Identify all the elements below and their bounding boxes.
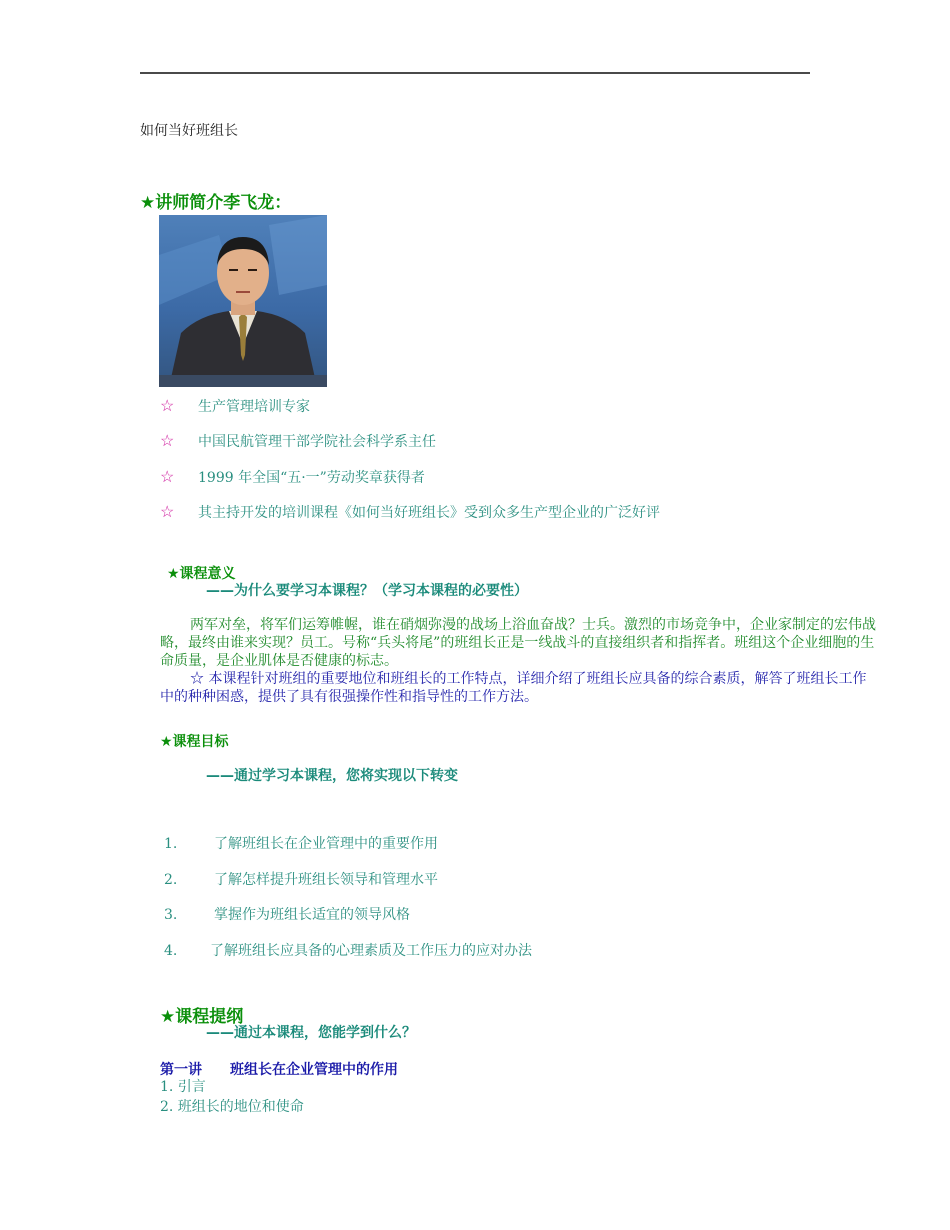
goal-item-2: 2. 了解怎样提升班组长领导和管理水平 [164, 872, 438, 888]
lecture-1-title: 第一讲 班组长在企业管理中的作用 [160, 1062, 398, 1078]
goals-heading: ★课程目标 [160, 734, 229, 750]
star-bullet-icon: ☆ [160, 502, 175, 521]
star-bullet-icon: ☆ [160, 431, 175, 450]
star-bullet-icon: ☆ [160, 396, 175, 415]
lecture-1-item-2: 2. 班组长的地位和使命 [160, 1099, 304, 1115]
goal-item-3: 3. 掌握作为班组长适宜的领导风格 [164, 907, 410, 923]
document-title: 如何当好班组长 [140, 123, 238, 139]
outline-heading: ★课程提纲 [160, 1007, 244, 1027]
instructor-portrait-illustration [159, 215, 327, 387]
instructor-photo [159, 215, 327, 387]
goal-item-1: 1. 了解班组长在企业管理中的重要作用 [164, 836, 438, 852]
outline-subheading: ——通过本课程，您能学到什么？ [206, 1025, 416, 1041]
header-rule [140, 72, 810, 74]
significance-subheading: ——为什么要学习本课程？（学习本课程的必要性） [206, 583, 528, 599]
goals-subheading: ——通过学习本课程，您将实现以下转变 [206, 768, 458, 784]
instructor-bullet-1: ☆ 生产管理培训专家 [160, 396, 310, 415]
instructor-bullet-4: ☆ 其主持开发的培训课程《如何当好班组长》受到众多生产型企业的广泛好评 [160, 502, 660, 521]
star-bullet-icon: ☆ [160, 467, 175, 486]
significance-paragraph-1: 两军对垒，将军们运筹帷幄，谁在硝烟弥漫的战场上浴血奋战？士兵。激烈的市场竞争中，企业家制定的宏伟战略，最终由谁来实现？员工。号称“兵头将尾”的班组长正是一线战斗的直接组织者和指挥者。班组这个企业细胞的生命质量，是企业肌体是否健康的标志。 [160, 617, 876, 669]
significance-heading: ★课程意义 [167, 566, 236, 582]
significance-paragraph-2: ☆ 本课程针对班组的重要地位和班组长的工作特点，详细介绍了班组长应具备的综合素质，解答了班组长工作中的种种困惑，提供了具有很强操作性和指导性的工作方法。 [160, 671, 867, 705]
goal-item-4: 4. 了解班组长应具备的心理素质及工作压力的应对办法 [164, 943, 532, 959]
instructor-bullet-3: ☆ 1999 年全国“五·一”劳动奖章获得者 [160, 467, 425, 486]
lecture-1-item-1: 1. 引言 [160, 1079, 206, 1095]
instructor-bullet-2: ☆ 中国民航管理干部学院社会科学系主任 [160, 431, 436, 450]
instructor-heading: ★讲师简介李飞龙： [140, 193, 292, 213]
